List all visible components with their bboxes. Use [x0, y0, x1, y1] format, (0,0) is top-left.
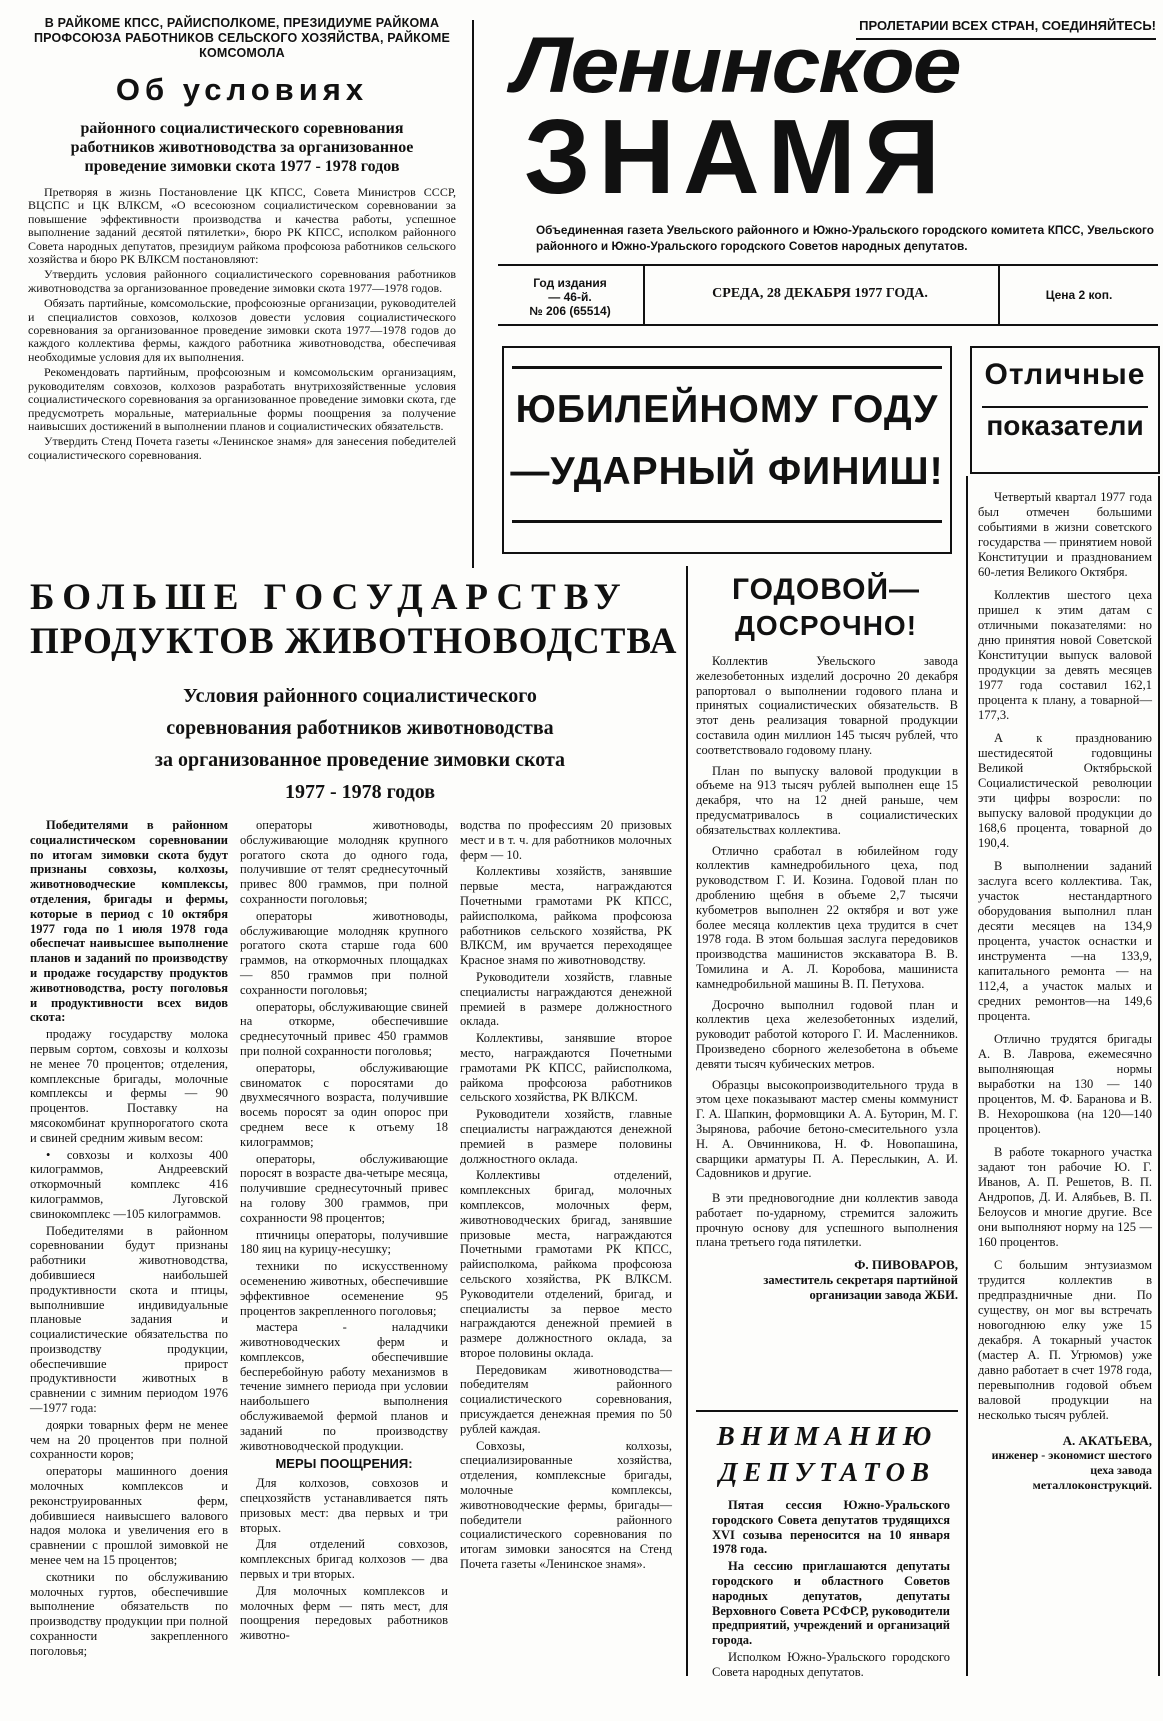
year-value: — 46-й.	[548, 290, 592, 304]
main-paragraph: продажу государству молока первым сортом, совхозы и колхозы не менее 70 процентов; отделения, комплексные бригады, молочные комплексы и фермы — 90 процентов. Поставку на мясокомбинат крупнорогатого скота и свиней средним живым весом:	[30, 1027, 228, 1145]
rewards-subhead: МЕРЫ ПООЩРЕНИЯ:	[275, 1456, 413, 1472]
deputies-title-line1: ВНИМАНИЮ	[716, 1421, 938, 1451]
annual-text	[696, 654, 958, 1303]
annual-author-role: заместитель секретаря партийной организации завода ЖБИ.	[763, 1273, 958, 1302]
main-sub-line: Условия районного социалистического	[183, 685, 537, 707]
main-paragraph: Для отделений совхозов, комплексных бригад колхозов — два первых и три вторых.	[240, 1537, 448, 1582]
annual-paragraph: План по выпуску валовой продукции в объеме на 913 тысяч рублей выполнен еще 15 декабря, что на 12 дней раньше, чем предусматривалось в социалистических обязательствах коллектива.	[696, 763, 958, 837]
main-paragraph: Для колхозов, совхозов и спецхозяйств устанавливается пять призовых мест: два первых и три вторых.	[240, 1476, 448, 1535]
decree-paragraph: Обязать партийные, комсомольские, профсоюзные организации, руководителей и специалистов совхозов, колхозов довести условия социалистического соревнования за организованное проведение зимовки скота 1977—1978 годов до каждого коллектива фермы, каждого работника животноводства, обеспечивая необходимые условия для их выполнения.	[28, 296, 456, 364]
excellent-paragraph: Отлично трудятся бригады А. В. Лаврова, ежемесячно выполняющая нормы выработки на 130 — 140 процентов, М. Ф. Баранова и В. В. Нехорошкова (на 120—140 процентов).	[978, 1032, 1152, 1136]
deputies-paragraph: Пятая сессия Южно-Уральского городского Совета депутатов трудящихся XVI созыва переносится на 10 января 1978 года.	[712, 1498, 950, 1557]
info-divider	[643, 266, 645, 324]
main-paragraph: операторы, обслуживающие поросят в возрасте два-четыре месяца, получившие среднесуточный привес на голову 300 граммов, при сохранности 98 процентов;	[240, 1151, 448, 1225]
decree-title: Об условиях	[115, 72, 369, 107]
excellent-title-line1: Отличные	[984, 358, 1146, 391]
annual-title	[694, 572, 958, 644]
main-paragraph: Руководители хозяйств, главные специалисты награждаются денежной премией в размере должностного оклада.	[460, 969, 672, 1029]
issue-info	[502, 276, 638, 318]
main-paragraph: Передовикам животноводства—победителям районного социалистического соревнования, присуждается денежная премия по 50 рублей каждая.	[460, 1362, 672, 1436]
decree-paragraph: Претворяя в жизнь Постановление ЦК КПСС, Совета Министров СССР, ВЦСПС и ЦК ВЛКСМ, «О всесоюзном социалистическом соревновании за повышение эффективности производства и качества работы, успешное выполнение заданий десятой пятилетки», бюро РК КПСС, исполком районного Совета народных депутатов, президиум райкома профсоюза работников сельского хозяйства и бюро РК ВЛКСМ постановляют:	[28, 185, 456, 267]
annual-title-line2: ДОСРОЧНО!	[734, 610, 918, 641]
info-divider	[998, 266, 1000, 324]
masthead-subtitle: Объединенная газета Увельского районного и Южно-Уральского городского комитета КПСС, Увельского районного и Южно-Уральского городского Советов народных депутатов.	[536, 223, 1154, 253]
decree-paragraph: Утвердить условия районного социалистического соревнования работников животноводства за организованное проведение зимовки скота 1977—1978 годов.	[28, 267, 456, 295]
decree-subtitle: районного социалистического соревнования работников животноводства за организованное проведение зимовки скота 1977 - 1978 годов	[70, 120, 414, 175]
deputies-paragraph: Исполком Южно-Уральского городского Совета народных депутатов.	[712, 1649, 950, 1679]
main-paragraph: техники по искусственному осеменению животных, обеспечившие эффективное осеменение 95 процентов закрепленного поголовья;	[240, 1259, 448, 1318]
main-paragraph: Для молочных комплексов и молочных ферм — пять мест, для поощрения передовых работников животно-	[240, 1583, 448, 1643]
excellent-text	[978, 490, 1152, 1493]
excellent-author: А. АКАТЬЕВА,	[1062, 1433, 1152, 1448]
excellent-paragraph: Четвертый квартал 1977 года был отмечен большими событиями в жизни советского государства — принятием новой Конституции и празднованием 60-летия Великого Октября.	[978, 490, 1152, 579]
annual-author: Ф. ПИВОВАРОВ,	[854, 1257, 958, 1273]
issue-number: № 206 (65514)	[529, 304, 611, 318]
vertical-divider	[472, 20, 474, 568]
main-paragraph: операторы, обслуживающие свиноматок с поросятами до двухмесячного возраста, получившие восемь поросят за один опорос при среднем весе к отъему 18 килограммов;	[240, 1060, 448, 1149]
main-paragraph: операторы, обслуживающие свиней на откорме, обеспечившие среднесуточный привес 450 граммов при полной сохранности поголовья;	[240, 999, 448, 1058]
masthead-top-rule	[498, 264, 1158, 266]
main-paragraph: операторы животноводы, обслуживающие молодняк крупного рогатого скота до одного года, получившие от телят среднесуточный привес 800 граммов, при полной сохранности поголовья;	[240, 818, 448, 906]
masthead-title-line1: Ленинское	[512, 20, 960, 110]
banner-rule	[512, 520, 942, 523]
jubilee-line2: —УДАРНЫЙ ФИНИШ!	[510, 450, 944, 493]
main-headline-line2: ПРОДУКТОВ ЖИВОТНОВОДСТВА	[30, 621, 678, 662]
main-paragraph: Победителями в районном социалистическом соревновании по итогам зимовки скота будут признаны совхозы, колхозы, животноводческие комплексы, отделения, бригады и фермы, которые в период с 10 октября 1977 года по 1 июля 1978 года обеспечат наивысшее выполнение планов и заданий по производству и продаже государству продуктов животноводства, росту поголовья и продуктивности всех видов скота:	[30, 818, 228, 1025]
annual-paragraph: Коллектив Увельского завода железобетонных изделий досрочно 20 декабря рапортовал о выполнении годового плана и принятых социалистических обязательств. В этот день реализация товарной продукции составила один миллион 145 тысяч рублей, что соответствовало годовому плану.	[696, 654, 958, 757]
main-paragraph: Коллективы хозяйств, занявшие первые места, награждаются Почетными грамотами РК КПСС, райисполкома, райкома профсоюза работников сельского хозяйства, РК ВЛКСМ, им вручается переходящее Красное знамя по животноводству.	[460, 864, 672, 968]
annual-paragraph: В эти предновогодние дни коллектив завода работает по-ударному, стремится заложить прочную основу для успешного выполнения плана третьего года пятилетки.	[696, 1191, 958, 1250]
excellent-title-line2: показатели	[986, 410, 1144, 441]
main-paragraph: скотники по обслуживанию молочных гуртов, обеспечившие выполнение обязательств по производству продукции при полной сохранности закрепленного поголовья;	[30, 1569, 228, 1658]
main-paragraph: птичницы операторы, получившие 180 яиц на курицу-несушку;	[240, 1227, 448, 1257]
vertical-divider	[686, 566, 688, 1676]
decree-text	[28, 186, 456, 462]
decree-block	[28, 16, 456, 566]
excellent-paragraph: В работе токарного участка задают тон рабочие Ю. Г. Иванов, А. П. Решетов, В. П. Андропов, Д. И. Алябьев, В. П. Белоусов и многие другие. Все они выполняют норму на 125 — 160 процентов.	[978, 1145, 1152, 1249]
jubilee-banner	[502, 346, 952, 554]
main-paragraph: мастера - наладчики животноводческих ферм и комплексов, обеспечившие бесперебойную работу механизмов в течение зимнего периода при условии наибольшего выполнения обслуживаемой фермой планов и заданий по производству животноводческой продукции.	[240, 1320, 448, 1453]
decree-paragraph: Рекомендовать партийным, профсоюзным и комсомольским организациям, руководителям совхозов, колхозов разработать внутрихозяйственные условия социалистического соревнования за организованное проведение зимовки скота, где предусмотреть моральные, материальные формы поощрения за получение наивысших достижений в выполнении планов и социалистических обязательств.	[28, 365, 456, 433]
deputies-text	[712, 1498, 950, 1682]
main-sub-line: соревнования работников животноводства	[166, 717, 554, 739]
decree-paragraph: Утвердить Стенд Почета газеты «Ленинское знамя» для занесения победителей социалистического соревнования.	[28, 434, 456, 462]
decree-header: В РАЙКОМЕ КПСС, РАЙИСПОЛКОМЕ, ПРЕЗИДИУМЕ РАЙКОМА ПРОФСОЮЗА РАБОТНИКОВ СЕЛЬСКОГО ХОЗЯЙСТВА, РАЙКОМЕ КОМСОМОЛА	[33, 16, 451, 60]
excellent-author-role: инженер - экономист шестого цеха завода металлоконструкций.	[991, 1448, 1152, 1492]
main-sub-line: за организованное проведение зимовки скота	[154, 749, 566, 771]
masthead-bottom-rule	[498, 324, 1158, 326]
main-paragraph: • совхозы и колхозы 400 килограммов, Андреевский откормочный комплекс 416 килограммов, Луговской свинокомплекс —105 килограммов.	[30, 1147, 228, 1221]
excellent-paragraph: А к празднованию шестидесятой годовщины Великой Октябрьской Социалистической революции эти цифры возросли: по выпуску валовой продукции до 168,6 процента, товарной до 190,4.	[978, 731, 1152, 850]
excellent-rule	[982, 406, 1148, 408]
annual-paragraph: Досрочно выполнил годовой план и коллектив цеха железобетонных изделий, руководит работой которого Г. И. Масленников. Произведено сборного железобетона в объеме девяти тысяч кубических метров.	[696, 997, 958, 1071]
main-paragraph: операторы животноводы, обслуживающие молодняк крупного рогатого скота старше года 600 граммов, на откормочных площадках — 850 граммов при полной сохранности поголовья;	[240, 908, 448, 997]
masthead-motto: ПРОЛЕТАРИИ ВСЕХ СТРАН, СОЕДИНЯЙТЕСЬ!	[859, 18, 1156, 33]
banner-rule	[512, 366, 942, 369]
main-sub-line: 1977 - 1978 годов	[284, 781, 436, 803]
main-column-1	[30, 818, 228, 1661]
year-label: Год издания	[533, 276, 607, 290]
annual-paragraph: Отлично сработал в юбилейном году коллектив камнедробильного цеха, под руководством Г. И. Козина. Годовой план по дроблению щебня в объеме 2,7 тысячи кубометров выполнен 22 октября и вот уже более месяца коллектив цеха трудится в счет 1978 года. В этом большая заслуга передовиков производства машинистов экскаватора В. В. Томилина и А. Л. Коробова, машиниста камнедробильной машины В. П. Петухова.	[696, 843, 958, 991]
main-paragraph: операторы машинного доения молочных комплексов и реконструированных ферм, добившиеся наивысшего валового надоя молока и увеличения его в сравнении с прошлой зимовкой не менее чем на 15 процентов;	[30, 1464, 228, 1568]
vertical-divider	[966, 476, 968, 1676]
excellent-paragraph: С большим энтузиазмом трудится коллектив в предпраздничные дни. По существу, он мог вы встречать новогоднюю елку уже 15 декабря. А токарный участок (мастер А. П. Угрюмов) уже давно работает в счет 1978 года, перевыполнив годовой объем валовой продукции на несколько тысяч рублей.	[978, 1258, 1152, 1422]
main-headline-line1: БОЛЬШЕ ГОСУДАРСТВУ	[30, 577, 629, 618]
main-paragraph: Руководители хозяйств, главные специалисты награждаются денежной премией в размере половины должностного оклада.	[460, 1107, 672, 1166]
issue-date: СРЕДА, 28 ДЕКАБРЯ 1977 ГОДА.	[712, 286, 928, 301]
masthead-title-line2: ЗНАМЯ	[524, 98, 948, 216]
annual-title-line1: ГОДОВОЙ—	[731, 573, 921, 606]
annual-paragraph: Образцы высокопроизводительного труда в этом цехе показывают мастер смены коммунист Г. А. Шапкин, формовщики А. А. Буторин, М. Г. Зырянова, рабочие бетоно-смесительного узла Н. А. Овчинникова, Н. Ф. Новопашина, сварщики арматуры П. А. Переслыкин, А. И. Садовников и другие.	[696, 1077, 958, 1181]
deputies-title-line2: ДЕПУТАТОВ	[718, 1457, 935, 1487]
deputies-rule	[696, 1410, 958, 1412]
main-headline	[30, 576, 680, 664]
excellent-paragraph: В выполнении заданий заслуга всего коллектива. Так, участок нестандартного оборудования выполнил план десяти месяцев на 134,9 процента, участок оснастки и инструмента —на 133,9, капитального ремонта — на 112,4, а участок малых и средних ремонтов—на 149,6 процента.	[978, 859, 1152, 1023]
main-paragraph: доярки товарных ферм не менее чем на 20 процентов при полной сохранности коров;	[30, 1417, 228, 1462]
excellent-title-box	[970, 346, 1160, 474]
issue-price: Цена 2 коп.	[1045, 288, 1113, 302]
main-paragraph: водства по профессиям 20 призовых мест и в т. ч. для работников молочных ферм — 10.	[460, 818, 672, 862]
main-column-3	[460, 818, 672, 1574]
main-column-2	[240, 818, 448, 1645]
main-paragraph: Коллективы отделений, комплексных бригад, молочных комплексов, молочных ферм, животноводческих бригад, занявшие призовые места, награждаются Почетными грамотами РК КПСС, райисполкома, райкома профсоюза сельского хозяйства, РК ВЛКСМ. Руководители отделений, бригад, и специалисты за первое место награждаются денежной премией в размере должностного оклада, за второе половины оклада.	[460, 1168, 672, 1360]
right-edge-rule	[1158, 476, 1160, 1676]
main-paragraph: Коллективы, занявшие второе место, награждаются Почетными грамотами РК КПСС, райисполкома, райкома профсоюза работников сельского хозяйства, РК ВЛКСМ.	[460, 1031, 672, 1105]
excellent-paragraph: Коллектив шестого цеха пришел к этим датам с отличными показателями: но дню принятия новой Советской Конституции выпуск валовой продукции за девять месяцев 1977 года составил 162,1 процента к плану, а товарной—177,3.	[978, 588, 1152, 722]
main-subheadline	[60, 680, 660, 808]
main-paragraph: Совхозы, колхозы, специализированные хозяйства, отделения, комплексные бригады, молочные комплексы, животноводческие фермы, бригады—победители районного социалистического соревнования по итогам зимовки заносятся на Стенд Почета газеты «Ленинское знамя».	[460, 1438, 672, 1572]
jubilee-line1: ЮБИЛЕЙНОМУ ГОДУ	[515, 388, 939, 431]
deputies-paragraph: На сессию приглашаются депутаты городского и областного Советов народных депутатов, депутаты Верховного Совета РСФСР, руководители предприятий, учреждений и организаций города.	[712, 1559, 950, 1648]
main-paragraph: Победителями в районном соревновании будут признаны работники животноводства, добившиеся наибольшей продуктивности скота и птицы, выполнившие индивидуальные плановые задания и социалистические обязательства по производству продукции, обеспечившие прирост продуктивности животных в сравнении с зимним периодом 1976—1977 года:	[30, 1223, 228, 1416]
deputies-title	[696, 1418, 958, 1490]
